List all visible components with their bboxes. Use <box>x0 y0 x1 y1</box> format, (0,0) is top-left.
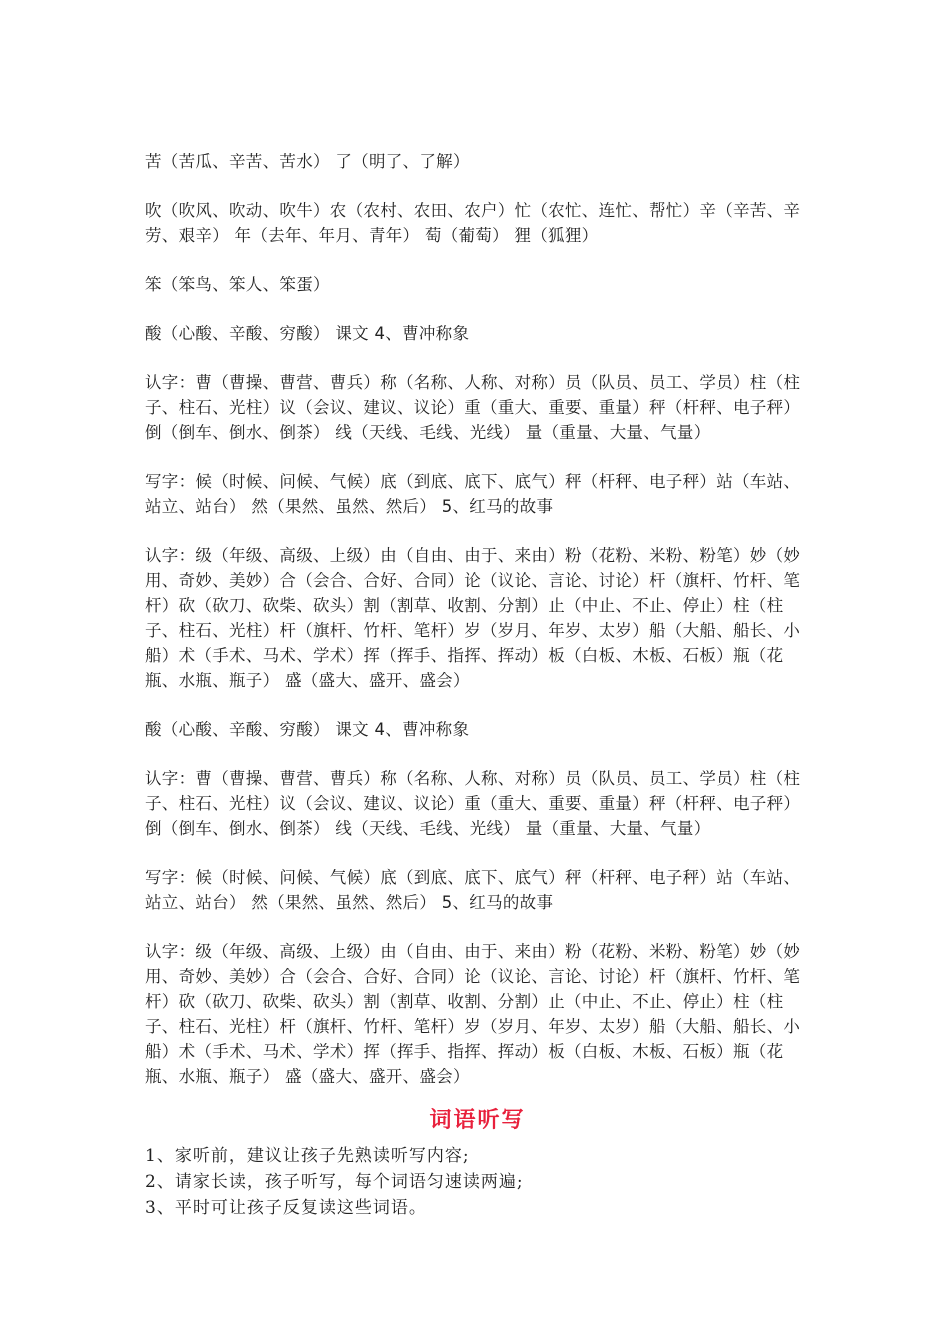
document-content <box>145 149 810 1221</box>
paragraph: 酸（心酸、辛酸、穷酸） 课文 4、曹冲称象 <box>145 324 470 343</box>
paragraph: 酸（心酸、辛酸、穷酸） 课文 4、曹冲称象 <box>145 720 470 739</box>
paragraph: 写字：候（时候、问候、气候）底（到底、底下、底气）秤（杆秤、电子秤）站（车站、站立、站台） 然（果然、虽然、然后） 5、红马的故事 <box>145 868 801 912</box>
instruction-item: 3、平时可让孩子反复读这些词语。 <box>145 1198 427 1218</box>
paragraph: 认字：曹（曹操、曹营、曹兵）称（名称、人称、对称）员（队员、员工、学员）柱（柱子、柱石、光柱）议（会议、建议、议论）重（重大、重要、重量）秤（杆秤、电子秤）倒（倒车、倒水、倒茶） 线（天线、毛线、光线） 量（重量、大量、气量） <box>145 373 801 442</box>
instruction-item: 2、请家长读，孩子听写，每个词语匀速读两遍; <box>145 1172 524 1192</box>
section-heading: 词语听写 <box>429 1107 526 1133</box>
paragraph: 苦（苦瓜、辛苦、苦水） 了（明了、了解） <box>145 152 470 171</box>
paragraph: 写字：候（时候、问候、气候）底（到底、底下、底气）秤（杆秤、电子秤）站（车站、站立、站台） 然（果然、虽然、然后） 5、红马的故事 <box>145 472 801 516</box>
paragraph: 认字：级（年级、高级、上级）由（自由、由于、来由）粉（花粉、米粉、粉笔）妙（妙用、奇妙、美妙）合（会合、合好、合同）论（议论、言论、讨论）杆（旗杆、竹杆、笔杆）砍（砍刀、砍柴、砍头）割（割草、收割、分割）止（中止、不止、停止）柱（柱子、柱石、光柱）杆（旗杆、竹杆、笔杆）岁（岁月、年岁、太岁）船（大船、船长、小船）术（手术、马术、学术）挥（挥手、指挥、挥动）板（白板、木板、石板）瓶（花瓶、水瓶、瓶子） 盛（盛大、盛开、盛会） <box>145 546 801 690</box>
paragraph: 吹（吹风、吹动、吹牛）农（农村、农田、农户）忙（农忙、连忙、帮忙）辛（辛苦、辛劳、艰辛） 年（去年、年月、青年） 萄（葡萄） 狸（狐狸） <box>145 201 801 245</box>
paragraph: 认字：曹（曹操、曹营、曹兵）称（名称、人称、对称）员（队员、员工、学员）柱（柱子、柱石、光柱）议（会议、建议、议论）重（重大、重要、重量）秤（杆秤、电子秤）倒（倒车、倒水、倒茶） 线（天线、毛线、光线） 量（重量、大量、气量） <box>145 769 801 838</box>
paragraph: 笨（笨鸟、笨人、笨蛋） <box>145 275 330 294</box>
instruction-item: 1、家听前，建议让孩子先熟读听写内容; <box>145 1146 470 1166</box>
paragraph: 认字：级（年级、高级、上级）由（自由、由于、来由）粉（花粉、米粉、粉笔）妙（妙用、奇妙、美妙）合（会合、合好、合同）论（议论、言论、讨论）杆（旗杆、竹杆、笔杆）砍（砍刀、砍柴、砍头）割（割草、收割、分割）止（中止、不止、停止）柱（柱子、柱石、光柱）杆（旗杆、竹杆、笔杆）岁（岁月、年岁、太岁）船（大船、船长、小船）术（手术、马术、学术）挥（挥手、指挥、挥动）板（白板、木板、石板）瓶（花瓶、水瓶、瓶子） 盛（盛大、盛开、盛会） <box>145 942 801 1086</box>
